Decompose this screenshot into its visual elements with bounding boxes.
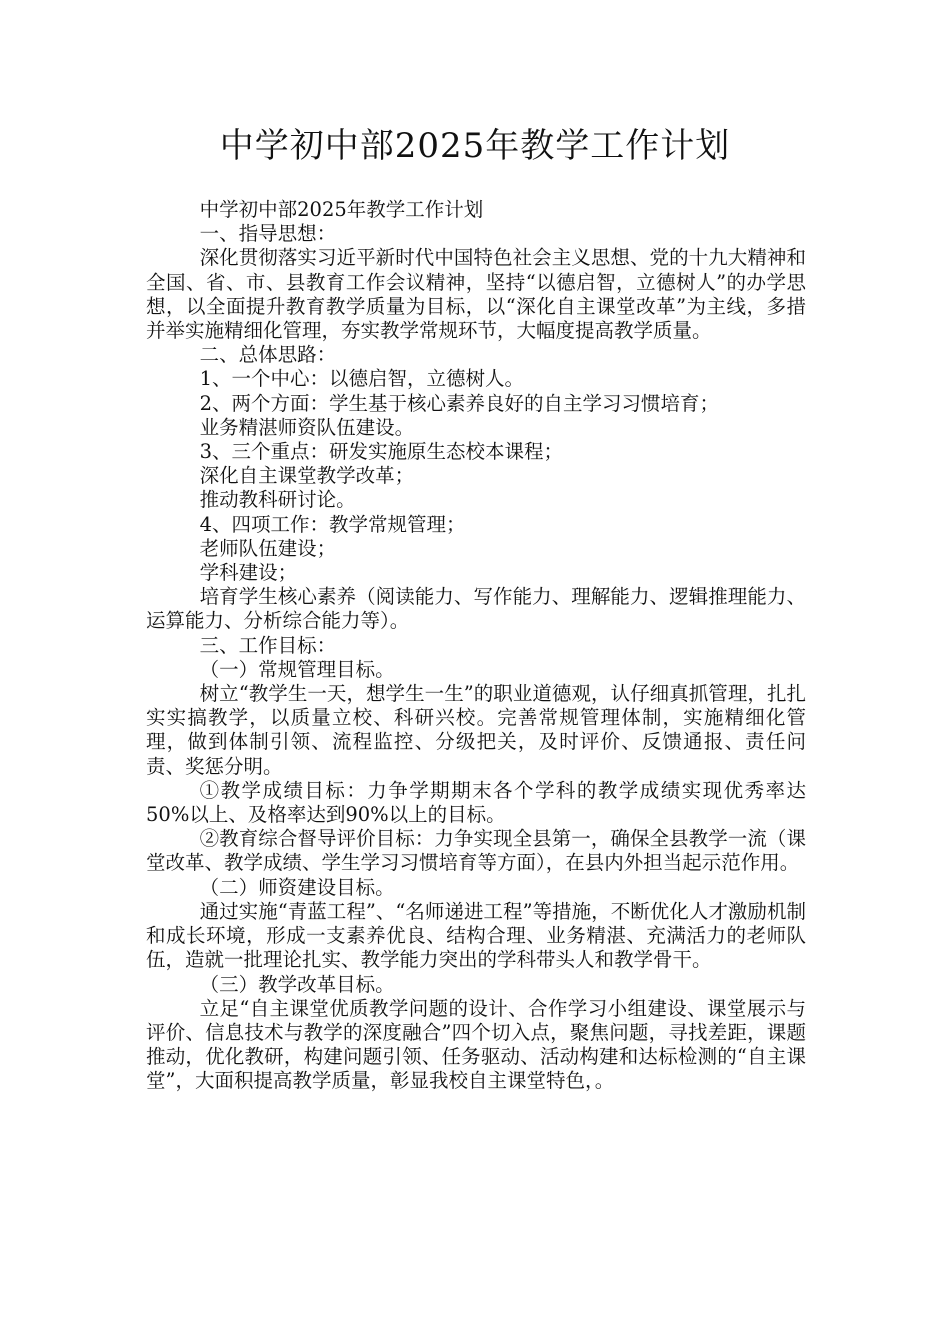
document-title: 中学初中部2025年教学工作计划	[219, 126, 731, 166]
list-item-two-aspects-cont: 业务精湛师资队伍建设。	[199, 415, 415, 439]
list-item-three-focuses-cont-2: 推动教科研讨论。	[199, 488, 356, 512]
list-item-three-focuses-cont-1: 深化自主课堂教学改革；	[199, 464, 415, 488]
paragraph-subtitle: 中学初中部2025年教学工作计划	[199, 198, 484, 221]
paragraph-guiding-ideology: 深化贯彻落实习近平新时代中国特色社会主义思想、党的十九大精神和全国、省、市、县教育工作会议精神，坚持“以德启智，立德树人”的办学思想，以全面提升教育教学质量为目标，以“深化自主课堂改革”为主线，多措并举实施精细化管理，夯实教学常规环节，大幅度提高教学质量。	[146, 246, 806, 343]
paragraph-supervision-goal: ②教育综合督导评价目标：力争实现全县第一，确保全县教学一流（课堂改革、教学成绩、学生学习习惯培育等方面），在县内外担当起示范作用。	[146, 827, 806, 875]
document-body	[146, 198, 806, 1094]
subsection-heading-routine-management: （一）常规管理目标。	[199, 657, 395, 681]
list-item-two-aspects: 2、两个方面：学生基于核心素养良好的自主学习习惯培育；	[199, 391, 720, 415]
section-heading-guiding-ideology: 一、指导思想：	[199, 222, 337, 246]
list-item-four-tasks-cont-3: 培育学生核心素养（阅读能力、写作能力、理解能力、逻辑推理能力、运算能力、分析综合能力等）。	[146, 585, 806, 633]
subsection-heading-teaching-reform: （三）教学改革目标。	[199, 972, 395, 996]
paragraph-teaching-results-goal: ①教学成绩目标：力争学期期末各个学科的教学成绩实现优秀率达50%以上、及格率达到90%以上的目标。	[146, 778, 806, 827]
section-heading-overall-approach: 二、总体思路：	[199, 343, 337, 367]
list-item-one-center: 1、一个中心：以德启智，立德树人。	[199, 367, 525, 391]
subsection-heading-teacher-development: （二）师资建设目标。	[199, 875, 395, 899]
section-heading-work-goals: 三、工作目标：	[199, 633, 337, 657]
paragraph-teacher-development: 通过实施“青蓝工程”、“名师递进工程”等措施，不断优化人才激励机制和成长环境，形成一支素养优良、结构合理、业务精湛、充满活力的老师队伍，造就一批理论扎实、教学能力突出的学科带头人和教学骨干。	[146, 899, 806, 972]
list-item-four-tasks: 4、四项工作：教学常规管理；	[199, 512, 466, 536]
paragraph-routine-management: 树立“教学生一天，想学生一生”的职业道德观，认仔细真抓管理，扎扎实实搞教学，以质量立校、科研兴校。完善常规管理体制，实施精细化管理，做到体制引领、流程监控、分级把关，及时评价、反馈通报、责任问责、奖惩分明。	[146, 682, 806, 778]
list-item-four-tasks-cont-2: 学科建设；	[199, 561, 298, 585]
list-item-three-focuses: 3、三个重点：研发实施原生态校本课程；	[199, 440, 564, 464]
list-item-four-tasks-cont-1: 老师队伍建设；	[199, 536, 337, 560]
paragraph-teaching-reform: 立足“自主课堂优质教学问题的设计、合作学习小组建设、课堂展示与评价、信息技术与教学的深度融合”四个切入点，聚焦问题，寻找差距，课题推动，优化教研，构建问题引领、任务驱动、活动构建和达标检测的“自主课堂”，大面积提高教学质量，彰显我校自主课堂特色，。	[146, 996, 806, 1093]
